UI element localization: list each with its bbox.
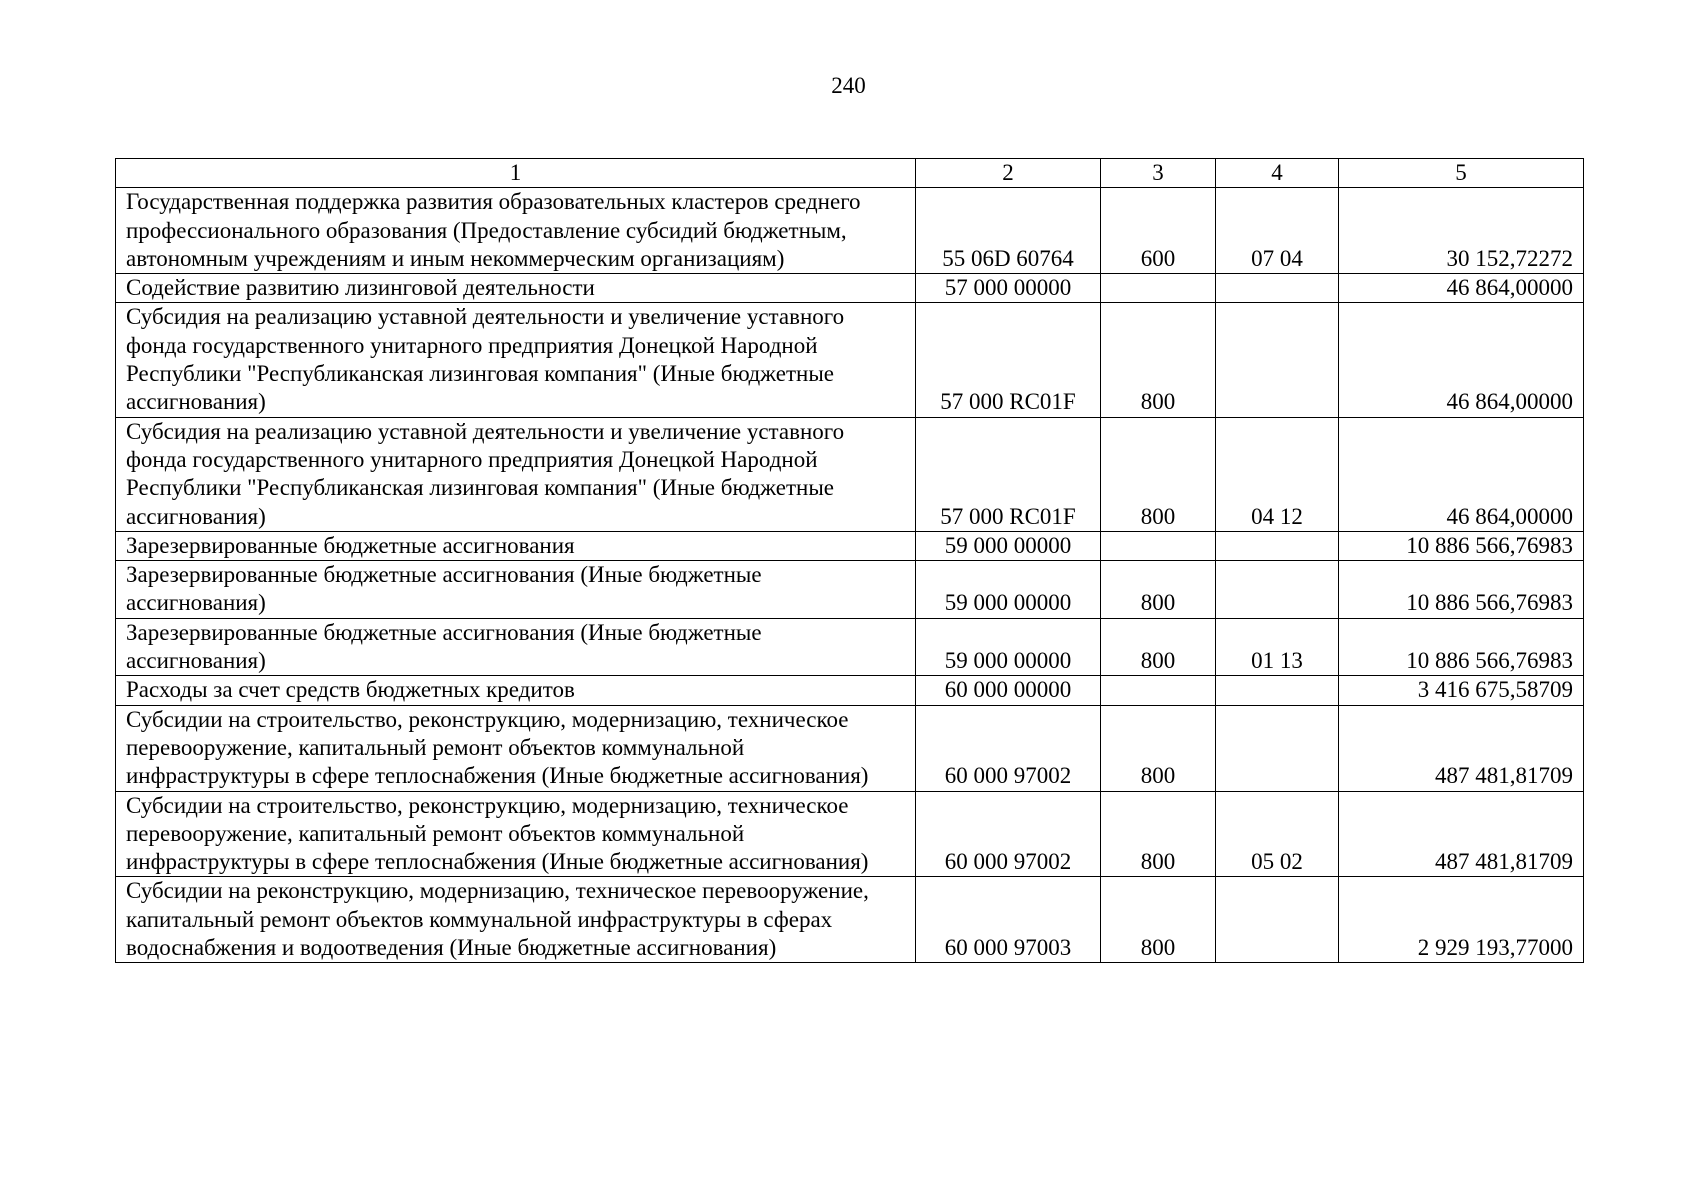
- row-section: [1216, 676, 1339, 705]
- row-name: Содействие развитию лизинговой деятельности: [116, 274, 916, 303]
- row-code: 57 000 RC01F: [916, 303, 1101, 417]
- row-section: [1216, 303, 1339, 417]
- row-sum: 2 929 193,77000: [1339, 877, 1584, 963]
- page-number: 240: [831, 73, 866, 98]
- row-expense-type: 800: [1101, 877, 1216, 963]
- row-name: Зарезервированные бюджетные ассигнования (Иные бюджетные ассигнования): [116, 618, 916, 676]
- row-code: 59 000 00000: [916, 561, 1101, 619]
- row-expense-type: 800: [1101, 618, 1216, 676]
- column-header-2: 2: [916, 159, 1101, 188]
- row-expense-type: [1101, 531, 1216, 560]
- row-expense-type: 800: [1101, 561, 1216, 619]
- column-header-5: 5: [1339, 159, 1584, 188]
- row-sum: 46 864,00000: [1339, 303, 1584, 417]
- table-row: [116, 705, 1584, 791]
- table-row: [116, 618, 1584, 676]
- column-header-4: 4: [1216, 159, 1339, 188]
- row-sum: 30 152,72272: [1339, 188, 1584, 274]
- row-code: 60 000 00000: [916, 676, 1101, 705]
- row-sum: 10 886 566,76983: [1339, 618, 1584, 676]
- row-expense-type: [1101, 676, 1216, 705]
- row-name: Субсидии на строительство, реконструкцию, модернизацию, техническое перевооружение, капитальный ремонт объектов коммунальной инфраструктуры в сфере теплоснабжения (Иные бюджетные ассигнования): [116, 705, 916, 791]
- table-row: [116, 561, 1584, 619]
- table-row: [116, 188, 1584, 274]
- row-sum: 487 481,81709: [1339, 705, 1584, 791]
- row-expense-type: 600: [1101, 188, 1216, 274]
- table-row: [116, 791, 1584, 877]
- row-section: [1216, 531, 1339, 560]
- row-sum: 46 864,00000: [1339, 417, 1584, 531]
- row-expense-type: 800: [1101, 303, 1216, 417]
- row-section: [1216, 274, 1339, 303]
- row-code: 55 06D 60764: [916, 188, 1101, 274]
- row-section: 07 04: [1216, 188, 1339, 274]
- row-sum: 46 864,00000: [1339, 274, 1584, 303]
- table-row: [116, 274, 1584, 303]
- budget-table: [115, 158, 1584, 963]
- row-expense-type: 800: [1101, 791, 1216, 877]
- table-row: [116, 417, 1584, 531]
- row-code: 59 000 00000: [916, 618, 1101, 676]
- row-code: 57 000 RC01F: [916, 417, 1101, 531]
- column-header-3: 3: [1101, 159, 1216, 188]
- row-name: Субсидия на реализацию уставной деятельности и увеличение уставного фонда государственного унитарного предприятия Донецкой Народной Республики "Республиканская лизинговая компания" (Иные бюджетные ассигнования): [116, 303, 916, 417]
- table-row: [116, 877, 1584, 963]
- row-section: 04 12: [1216, 417, 1339, 531]
- table-row: [116, 676, 1584, 705]
- row-section: 01 13: [1216, 618, 1339, 676]
- row-expense-type: [1101, 274, 1216, 303]
- table-row: [116, 531, 1584, 560]
- row-sum: 487 481,81709: [1339, 791, 1584, 877]
- row-name: Государственная поддержка развития образовательных кластеров среднего профессионального образования (Предоставление субсидий бюджетным, автономным учреждениям и иным некоммерческим организациям): [116, 188, 916, 274]
- row-sum: 3 416 675,58709: [1339, 676, 1584, 705]
- row-code: 57 000 00000: [916, 274, 1101, 303]
- row-section: 05 02: [1216, 791, 1339, 877]
- row-expense-type: 800: [1101, 705, 1216, 791]
- row-code: 60 000 97002: [916, 705, 1101, 791]
- row-sum: 10 886 566,76983: [1339, 531, 1584, 560]
- table-row: [116, 303, 1584, 417]
- column-header-1: 1: [116, 159, 916, 188]
- row-name: Зарезервированные бюджетные ассигнования (Иные бюджетные ассигнования): [116, 561, 916, 619]
- row-name: Субсидии на реконструкцию, модернизацию, техническое перевооружение, капитальный ремонт объектов коммунальной инфраструктуры в сферах водоснабжения и водоотведения (Иные бюджетные ассигнования): [116, 877, 916, 963]
- row-section: [1216, 877, 1339, 963]
- row-section: [1216, 561, 1339, 619]
- row-code: 60 000 97002: [916, 791, 1101, 877]
- row-sum: 10 886 566,76983: [1339, 561, 1584, 619]
- row-name: Субсидии на строительство, реконструкцию, модернизацию, техническое перевооружение, капитальный ремонт объектов коммунальной инфраструктуры в сфере теплоснабжения (Иные бюджетные ассигнования): [116, 791, 916, 877]
- row-section: [1216, 705, 1339, 791]
- row-code: 59 000 00000: [916, 531, 1101, 560]
- row-name: Субсидия на реализацию уставной деятельности и увеличение уставного фонда государственного унитарного предприятия Донецкой Народной Республики "Республиканская лизинговая компания" (Иные бюджетные ассигнования): [116, 417, 916, 531]
- row-name: Расходы за счет средств бюджетных кредитов: [116, 676, 916, 705]
- row-name: Зарезервированные бюджетные ассигнования: [116, 531, 916, 560]
- table-header-row: [116, 159, 1584, 188]
- row-expense-type: 800: [1101, 417, 1216, 531]
- row-code: 60 000 97003: [916, 877, 1101, 963]
